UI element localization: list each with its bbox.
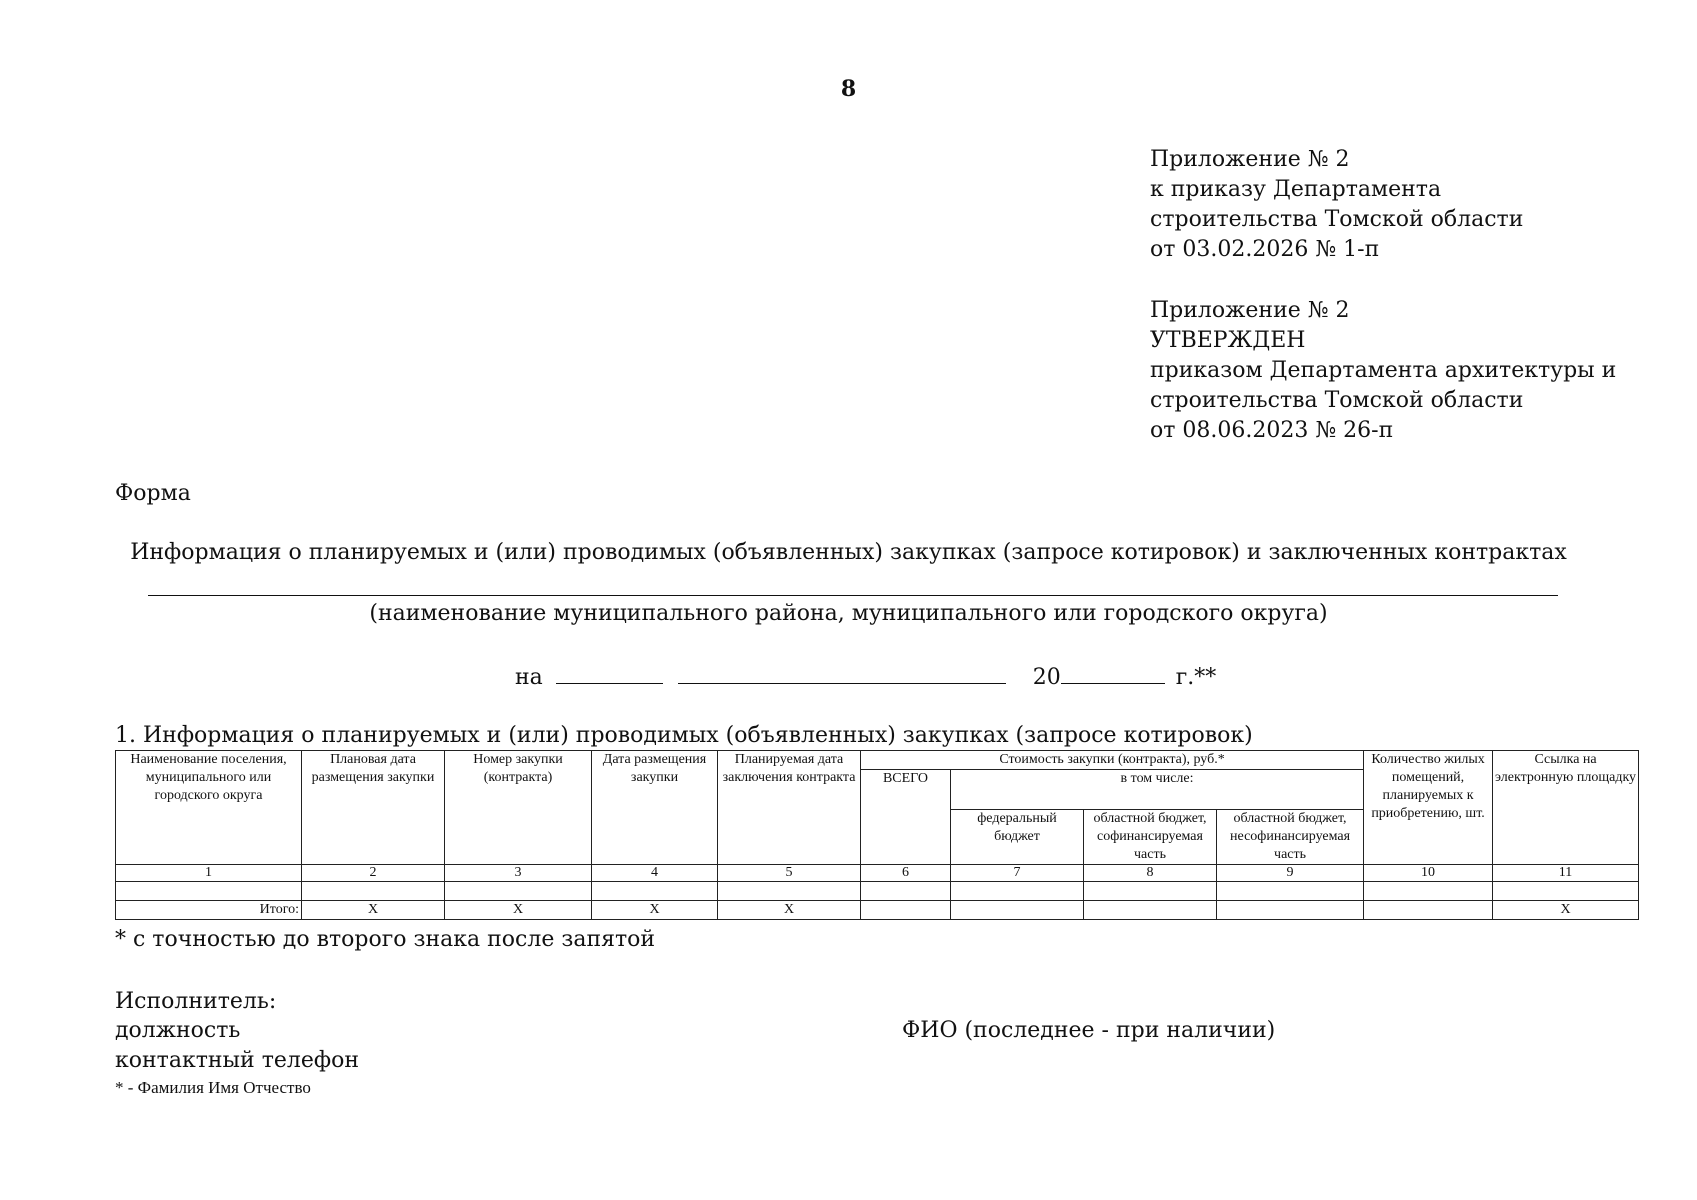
total-cell-x: Х [718, 901, 861, 920]
precision-footnote: * с точностью до второго знака после запятой [115, 927, 656, 952]
executor-position: должность [115, 1018, 241, 1043]
column-number: 2 [302, 865, 445, 882]
total-row [116, 901, 1639, 920]
executor-phone: контактный телефон [115, 1048, 360, 1073]
appendix-previous-line: приказом Департамента архитектуры и [1150, 358, 1617, 383]
table-cell[interactable] [302, 882, 445, 901]
header-regional-cofinanced: областной бюджет, софинансируемая часть [1084, 810, 1217, 865]
appendix-previous-line: от 08.06.2023 № 26-п [1150, 418, 1394, 443]
total-cell-x: Х [592, 901, 718, 920]
appendix-previous-line: строительства Томской области [1150, 388, 1524, 413]
column-number: 7 [951, 865, 1084, 882]
column-number: 4 [592, 865, 718, 882]
appendix-previous-line: УТВЕРЖДЕН [1150, 328, 1306, 353]
header-placement-date: Дата размещения закупки [592, 751, 718, 865]
header-regional-noncofinanced: областной бюджет, несофинансируемая часть [1217, 810, 1364, 865]
header-federal-budget: федеральный бюджет [951, 810, 1084, 865]
total-cell[interactable] [1084, 901, 1217, 920]
total-cell[interactable] [861, 901, 951, 920]
appendix-current-block [1150, 145, 1523, 265]
total-cell[interactable] [951, 901, 1084, 920]
total-label: Итого: [116, 901, 302, 920]
table-cell[interactable] [116, 882, 302, 901]
header-total-cost: ВСЕГО [861, 770, 951, 865]
column-number: 3 [445, 865, 592, 882]
fio-footnote: * - Фамилия Имя Отчество [115, 1078, 311, 1097]
table-row [116, 882, 1639, 901]
table-cell[interactable] [1217, 882, 1364, 901]
main-title: Информация о планируемых и (или) проводимых (объявленных) закупках (запросе котировок) и заключенных контрактах [130, 540, 1567, 565]
appendix-current-line: строительства Томской области [1150, 207, 1524, 232]
header-cost-group: Стоимость закупки (контракта), руб.* [861, 751, 1364, 770]
appendix-current-line: к приказу Департамента [1150, 177, 1442, 202]
date-prefix: на [515, 665, 543, 690]
column-number: 10 [1364, 865, 1493, 882]
column-number: 9 [1217, 865, 1364, 882]
executor-title: Исполнитель: [115, 989, 277, 1014]
total-cell-x: Х [445, 901, 592, 920]
appendix-previous-line: Приложение № 2 [1150, 298, 1350, 323]
total-cell[interactable] [1364, 901, 1493, 920]
total-cell-x: Х [302, 901, 445, 920]
procurement-table [115, 750, 1639, 920]
report-date-line [515, 661, 1216, 690]
column-number: 1 [116, 865, 302, 882]
column-number: 11 [1493, 865, 1639, 882]
total-cell[interactable] [1217, 901, 1364, 920]
appendix-previous-block [1150, 296, 1616, 446]
municipality-name-line[interactable] [148, 595, 1558, 596]
header-housing-count: Количество жилых помещений, планируемых к приобретению, шт. [1364, 751, 1493, 865]
table-cell[interactable] [1084, 882, 1217, 901]
table-cell[interactable] [445, 882, 592, 901]
table-cell[interactable] [1493, 882, 1639, 901]
header-including: в том числе: [951, 770, 1364, 810]
column-number: 8 [1084, 865, 1217, 882]
year-blank[interactable] [1061, 661, 1165, 684]
table-cell[interactable] [718, 882, 861, 901]
header-planned-contract-date: Планируемая дата заключения контракта [718, 751, 861, 865]
executor-fio: ФИО (последнее - при наличии) [902, 1018, 1276, 1043]
municipality-name-caption: (наименование муниципального района, муниципального или городского округа) [369, 601, 1328, 626]
form-label: Форма [115, 481, 191, 506]
column-number: 5 [718, 865, 861, 882]
page-number: 8 [840, 76, 857, 102]
header-procurement-number: Номер закупки (контракта) [445, 751, 592, 865]
day-blank[interactable] [556, 661, 663, 684]
header-platform-link: Ссылка на электронную площадку [1493, 751, 1639, 865]
column-number: 6 [861, 865, 951, 882]
date-suffix: г.** [1175, 665, 1217, 690]
table-cell[interactable] [592, 882, 718, 901]
table-cell[interactable] [861, 882, 951, 901]
header-settlement-name: Наименование поселения, муниципального или городского округа [116, 751, 302, 865]
header-planned-placement-date: Плановая дата размещения закупки [302, 751, 445, 865]
table-cell[interactable] [1364, 882, 1493, 901]
month-blank[interactable] [678, 661, 1006, 684]
appendix-current-line: Приложение № 2 [1150, 147, 1350, 172]
table-cell[interactable] [951, 882, 1084, 901]
appendix-current-line: от 03.02.2026 № 1-п [1150, 237, 1380, 262]
year-prefix: 20 [1032, 665, 1061, 690]
section-1-title: 1. Информация о планируемых и (или) проводимых (объявленных) закупках (запросе котировок) [115, 723, 1253, 748]
total-cell-x: Х [1493, 901, 1639, 920]
